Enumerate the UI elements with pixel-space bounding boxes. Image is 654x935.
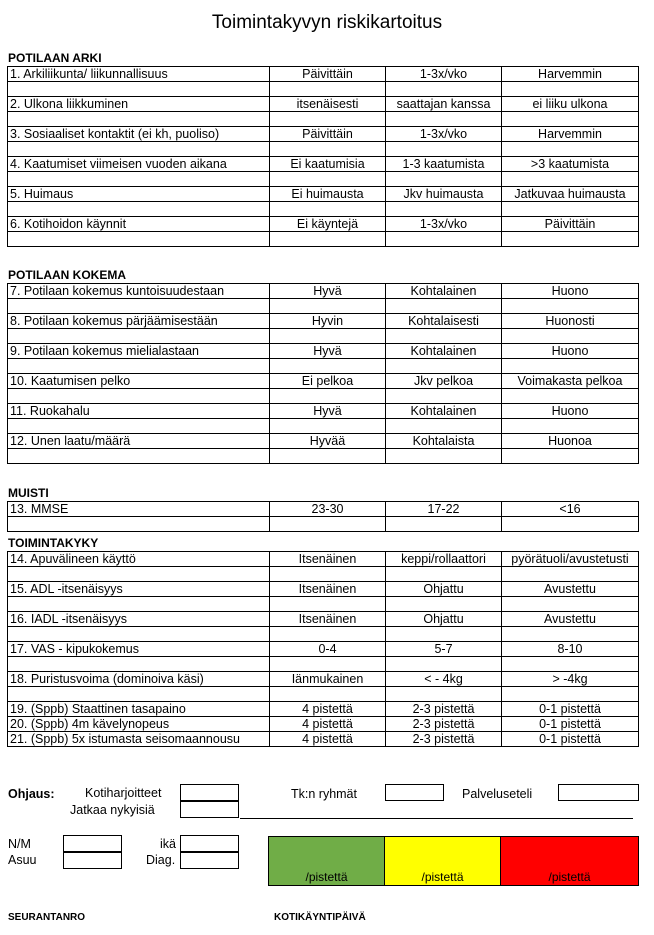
row-label: 7. Potilaan kokemus kuntoisuudestaan <box>8 284 270 299</box>
option-cell-mid-risk[interactable]: Jkv pelkoa <box>386 374 502 389</box>
table-row <box>8 612 639 627</box>
option-cell-low-risk[interactable]: 4 pistettä <box>270 732 386 747</box>
page-title: Toimintakyvyn riskikartoitus <box>211 12 443 33</box>
option-cell-high-risk[interactable]: Huono <box>502 404 639 419</box>
kotikayntipaiva-label: KOTIKÄYNTIPÄIVÄ <box>274 912 366 923</box>
option-cell-high-risk[interactable]: Harvemmin <box>502 67 639 82</box>
spacer-row <box>8 232 639 247</box>
option-cell-low-risk[interactable]: Hyvä <box>270 284 386 299</box>
section-heading-toimintakyky: TOIMINTAKYKY <box>8 536 99 550</box>
answer-cell[interactable] <box>8 202 270 217</box>
option-cell-high-risk[interactable]: Huono <box>502 284 639 299</box>
answer-cell[interactable] <box>386 449 502 464</box>
diag-field[interactable] <box>180 852 239 869</box>
option-cell-mid-risk[interactable]: Kohtalainen <box>386 284 502 299</box>
diag-label: Diag. <box>146 853 176 867</box>
seurantanro-label: SEURANTANRO <box>8 912 86 923</box>
answer-cell[interactable] <box>502 389 639 404</box>
table-row <box>8 127 639 142</box>
row-label: 10. Kaatumisen pelko <box>8 374 270 389</box>
table-muisti <box>7 501 639 532</box>
spacer-row <box>8 112 639 127</box>
nm-field[interactable] <box>63 835 122 852</box>
answer-cell[interactable] <box>502 687 639 702</box>
option-cell-low-risk[interactable]: itsenäisesti <box>270 97 386 112</box>
spacer-row <box>8 329 639 344</box>
option-cell-high-risk[interactable]: 0-1 pistettä <box>502 702 639 717</box>
kotiharjoitteet-label: Kotiharjoitteet <box>85 786 162 800</box>
option-cell-low-risk[interactable]: Ei huimausta <box>270 187 386 202</box>
row-label: 20. (Sppb) 4m kävelynopeus <box>8 717 270 732</box>
option-cell-low-risk[interactable]: 0-4 <box>270 642 386 657</box>
answer-cell[interactable] <box>8 567 270 582</box>
option-cell-low-risk[interactable]: 4 pistettä <box>270 717 386 732</box>
table-row <box>8 67 639 82</box>
ika-field[interactable] <box>180 835 239 852</box>
option-cell-high-risk[interactable]: <16 <box>502 502 639 517</box>
row-label: 2. Ulkona liikkuminen <box>8 97 270 112</box>
answer-cell[interactable] <box>270 449 386 464</box>
table-row <box>8 672 639 687</box>
option-cell-mid-risk[interactable]: Ohjattu <box>386 612 502 627</box>
tk-ryhmat-label: Tk:n ryhmät <box>291 787 357 801</box>
answer-cell[interactable] <box>8 359 270 374</box>
answer-cell[interactable] <box>386 657 502 672</box>
spacer-row <box>8 299 639 314</box>
option-cell-high-risk[interactable]: Jatkuvaa huimausta <box>502 187 639 202</box>
score-box-green[interactable] <box>268 836 385 886</box>
row-label: 3. Sosiaaliset kontaktit (ei kh, puoliso) <box>8 127 270 142</box>
option-cell-low-risk[interactable]: Ei käyntejä <box>270 217 386 232</box>
option-cell-mid-risk[interactable]: saattajan kanssa <box>386 97 502 112</box>
spacer-row <box>8 687 639 702</box>
option-cell-mid-risk[interactable]: 1-3x/vko <box>386 127 502 142</box>
row-label: 12. Unen laatu/määrä <box>8 434 270 449</box>
table-row <box>8 374 639 389</box>
jatkaa-label: Jatkaa nykyisiä <box>70 803 155 817</box>
table-row <box>8 702 639 717</box>
answer-cell[interactable] <box>8 172 270 187</box>
answer-cell[interactable] <box>8 657 270 672</box>
answer-cell[interactable] <box>8 232 270 247</box>
answer-cell[interactable] <box>386 112 502 127</box>
answer-cell[interactable] <box>386 567 502 582</box>
spacer-row <box>8 172 639 187</box>
table-row <box>8 97 639 112</box>
answer-cell[interactable] <box>8 82 270 97</box>
answer-cell[interactable] <box>270 142 386 157</box>
answer-cell[interactable] <box>502 657 639 672</box>
answer-cell[interactable] <box>386 329 502 344</box>
option-cell-low-risk[interactable]: Ei pelkoa <box>270 374 386 389</box>
spacer-row <box>8 419 639 434</box>
answer-cell[interactable] <box>502 419 639 434</box>
answer-cell[interactable] <box>386 597 502 612</box>
option-cell-high-risk[interactable]: Voimakasta pelkoa <box>502 374 639 389</box>
row-label: 5. Huimaus <box>8 187 270 202</box>
row-label: 15. ADL -itsenäisyys <box>8 582 270 597</box>
option-cell-low-risk[interactable]: Hyvä <box>270 344 386 359</box>
option-cell-low-risk[interactable]: Hyvä <box>270 404 386 419</box>
spacer-row <box>8 657 639 672</box>
option-cell-mid-risk[interactable]: Ohjattu <box>386 582 502 597</box>
answer-cell[interactable] <box>386 142 502 157</box>
option-cell-mid-risk[interactable]: 2-3 pistettä <box>386 732 502 747</box>
spacer-row <box>8 142 639 157</box>
option-cell-high-risk[interactable]: Huonoa <box>502 434 639 449</box>
row-label: 17. VAS - kipukokemus <box>8 642 270 657</box>
table-row <box>8 217 639 232</box>
answer-cell[interactable] <box>502 567 639 582</box>
option-cell-high-risk[interactable]: pyörätuoli/avustetusti <box>502 552 639 567</box>
table-row <box>8 157 639 172</box>
row-label: 9. Potilaan kokemus mielialastaan <box>8 344 270 359</box>
option-cell-low-risk[interactable]: 4 pistettä <box>270 702 386 717</box>
row-label: 11. Ruokahalu <box>8 404 270 419</box>
option-cell-high-risk[interactable]: 8-10 <box>502 642 639 657</box>
answer-cell[interactable] <box>386 359 502 374</box>
answer-cell[interactable] <box>502 112 639 127</box>
table-row <box>8 314 639 329</box>
table-row <box>8 642 639 657</box>
answer-cell[interactable] <box>270 172 386 187</box>
answer-cell[interactable] <box>270 82 386 97</box>
table-row <box>8 404 639 419</box>
answer-cell[interactable] <box>8 627 270 642</box>
answer-cell[interactable] <box>502 627 639 642</box>
option-cell-low-risk[interactable]: Iänmukainen <box>270 672 386 687</box>
option-cell-high-risk[interactable]: Harvemmin <box>502 127 639 142</box>
answer-cell[interactable] <box>386 389 502 404</box>
spacer-row <box>8 202 639 217</box>
option-cell-mid-risk[interactable]: keppi/rollaattori <box>386 552 502 567</box>
nm-label: N/M <box>8 837 31 851</box>
option-cell-mid-risk[interactable]: Jkv huimausta <box>386 187 502 202</box>
answer-cell[interactable] <box>502 232 639 247</box>
spacer-row <box>8 449 639 464</box>
score-box-yellow[interactable] <box>384 836 501 886</box>
answer-cell[interactable] <box>8 299 270 314</box>
option-cell-high-risk[interactable]: Huono <box>502 344 639 359</box>
jatkaa-field[interactable] <box>180 801 239 818</box>
option-cell-mid-risk[interactable]: 5-7 <box>386 642 502 657</box>
answer-cell[interactable] <box>502 299 639 314</box>
answer-cell[interactable] <box>386 299 502 314</box>
answer-cell[interactable] <box>502 359 639 374</box>
answer-cell[interactable] <box>270 627 386 642</box>
option-cell-mid-risk[interactable]: 17-22 <box>386 502 502 517</box>
answer-cell[interactable] <box>8 597 270 612</box>
spacer-row <box>8 627 639 642</box>
table-toimintakyky <box>7 551 639 747</box>
spacer-row <box>8 82 639 97</box>
answer-cell[interactable] <box>502 449 639 464</box>
option-cell-high-risk[interactable]: Huonosti <box>502 314 639 329</box>
score-yellow-label: /pistettä <box>421 870 464 884</box>
spacer-row <box>8 359 639 374</box>
score-box-red[interactable] <box>500 836 639 886</box>
answer-cell[interactable] <box>8 687 270 702</box>
option-cell-low-risk[interactable]: Itsenäinen <box>270 582 386 597</box>
answer-cell[interactable] <box>270 389 386 404</box>
table-row <box>8 552 639 567</box>
option-cell-high-risk[interactable]: > -4kg <box>502 672 639 687</box>
answer-cell[interactable] <box>502 329 639 344</box>
answer-cell[interactable] <box>270 299 386 314</box>
section-heading-muisti: MUISTI <box>8 486 49 500</box>
option-cell-low-risk[interactable]: Itsenäinen <box>270 552 386 567</box>
option-cell-mid-risk[interactable]: < - 4kg <box>386 672 502 687</box>
answer-cell[interactable] <box>386 419 502 434</box>
answer-cell[interactable] <box>386 232 502 247</box>
option-cell-high-risk[interactable]: 0-1 pistettä <box>502 717 639 732</box>
option-cell-mid-risk[interactable]: Kohtalaisesti <box>386 314 502 329</box>
answer-cell[interactable] <box>8 329 270 344</box>
answer-cell[interactable] <box>270 657 386 672</box>
table-row <box>8 717 639 732</box>
row-label: 16. IADL -itsenäisyys <box>8 612 270 627</box>
answer-cell[interactable] <box>270 567 386 582</box>
palveluseteli-label: Palveluseteli <box>462 787 533 801</box>
ohjaus-notes-line <box>240 818 633 819</box>
answer-cell[interactable] <box>386 82 502 97</box>
table-row <box>8 434 639 449</box>
section-heading-arki: POTILAAN ARKI <box>8 51 102 65</box>
row-label: 13. MMSE <box>8 502 270 517</box>
option-cell-low-risk[interactable]: 23-30 <box>270 502 386 517</box>
asuu-label: Asuu <box>8 853 37 867</box>
row-label: 8. Potilaan kokemus pärjäämisestään <box>8 314 270 329</box>
option-cell-high-risk[interactable]: Päivittäin <box>502 217 639 232</box>
option-cell-low-risk[interactable]: Itsenäinen <box>270 612 386 627</box>
option-cell-mid-risk[interactable]: Kohtalainen <box>386 404 502 419</box>
option-cell-high-risk[interactable]: Avustettu <box>502 582 639 597</box>
option-cell-high-risk[interactable]: >3 kaatumista <box>502 157 639 172</box>
row-label: 18. Puristusvoima (dominoiva käsi) <box>8 672 270 687</box>
answer-cell[interactable] <box>270 419 386 434</box>
section-heading-kokema: POTILAAN KOKEMA <box>8 268 126 282</box>
answer-cell[interactable] <box>502 172 639 187</box>
answer-cell[interactable] <box>386 627 502 642</box>
asuu-field[interactable] <box>63 852 122 869</box>
table-row <box>8 284 639 299</box>
option-cell-low-risk[interactable]: Hyvin <box>270 314 386 329</box>
option-cell-mid-risk[interactable]: Kohtalainen <box>386 344 502 359</box>
answer-cell[interactable] <box>502 202 639 217</box>
option-cell-mid-risk[interactable]: 1-3x/vko <box>386 67 502 82</box>
table-row <box>8 502 639 517</box>
answer-cell[interactable] <box>502 597 639 612</box>
option-cell-high-risk[interactable]: Avustettu <box>502 612 639 627</box>
option-cell-low-risk[interactable]: Ei kaatumisia <box>270 157 386 172</box>
answer-cell[interactable] <box>386 172 502 187</box>
option-cell-mid-risk[interactable]: Kohtalaista <box>386 434 502 449</box>
answer-cell[interactable] <box>502 517 639 532</box>
answer-cell[interactable] <box>8 142 270 157</box>
answer-cell[interactable] <box>502 82 639 97</box>
table-row <box>8 732 639 747</box>
answer-cell[interactable] <box>270 112 386 127</box>
answer-cell[interactable] <box>270 359 386 374</box>
spacer-row <box>8 517 639 532</box>
spacer-row <box>8 597 639 612</box>
row-label: 6. Kotihoidon käynnit <box>8 217 270 232</box>
score-green-label: /pistettä <box>305 870 348 884</box>
ika-label: ikä <box>160 837 176 851</box>
answer-cell[interactable] <box>270 687 386 702</box>
answer-cell[interactable] <box>8 517 270 532</box>
option-cell-low-risk[interactable]: Päivittäin <box>270 67 386 82</box>
answer-cell[interactable] <box>270 329 386 344</box>
answer-cell[interactable] <box>8 389 270 404</box>
option-cell-low-risk[interactable]: Hyvää <box>270 434 386 449</box>
option-cell-mid-risk[interactable]: 2-3 pistettä <box>386 702 502 717</box>
answer-cell[interactable] <box>270 517 386 532</box>
table-potilaan-kokema <box>7 283 639 464</box>
answer-cell[interactable] <box>386 687 502 702</box>
answer-cell[interactable] <box>386 517 502 532</box>
option-cell-mid-risk[interactable]: 1-3x/vko <box>386 217 502 232</box>
tk-ryhmat-field[interactable] <box>385 784 444 801</box>
table-row <box>8 582 639 597</box>
kotiharjoitteet-field[interactable] <box>180 784 239 801</box>
option-cell-high-risk[interactable]: ei liiku ulkona <box>502 97 639 112</box>
row-label: 1. Arkiliikunta/ liikunnallisuus <box>8 67 270 82</box>
answer-cell[interactable] <box>8 449 270 464</box>
option-cell-mid-risk[interactable]: 2-3 pistettä <box>386 717 502 732</box>
option-cell-high-risk[interactable]: 0-1 pistettä <box>502 732 639 747</box>
answer-cell[interactable] <box>8 112 270 127</box>
ohjaus-label: Ohjaus: <box>8 787 55 801</box>
row-label: 14. Apuvälineen käyttö <box>8 552 270 567</box>
row-label: 21. (Sppb) 5x istumasta seisomaannousu <box>8 732 270 747</box>
table-row <box>8 187 639 202</box>
answer-cell[interactable] <box>270 202 386 217</box>
option-cell-mid-risk[interactable]: 1-3 kaatumista <box>386 157 502 172</box>
spacer-row <box>8 567 639 582</box>
spacer-row <box>8 389 639 404</box>
answer-cell[interactable] <box>270 232 386 247</box>
table-potilaan-arki <box>7 66 639 247</box>
answer-cell[interactable] <box>386 202 502 217</box>
row-label: 19. (Sppb) Staattinen tasapaino <box>8 702 270 717</box>
option-cell-low-risk[interactable]: Päivittäin <box>270 127 386 142</box>
palveluseteli-field[interactable] <box>558 784 639 801</box>
row-label: 4. Kaatumiset viimeisen vuoden aikana <box>8 157 270 172</box>
table-row <box>8 344 639 359</box>
answer-cell[interactable] <box>502 142 639 157</box>
answer-cell[interactable] <box>270 597 386 612</box>
answer-cell[interactable] <box>8 419 270 434</box>
score-red-label: /pistettä <box>548 870 591 884</box>
